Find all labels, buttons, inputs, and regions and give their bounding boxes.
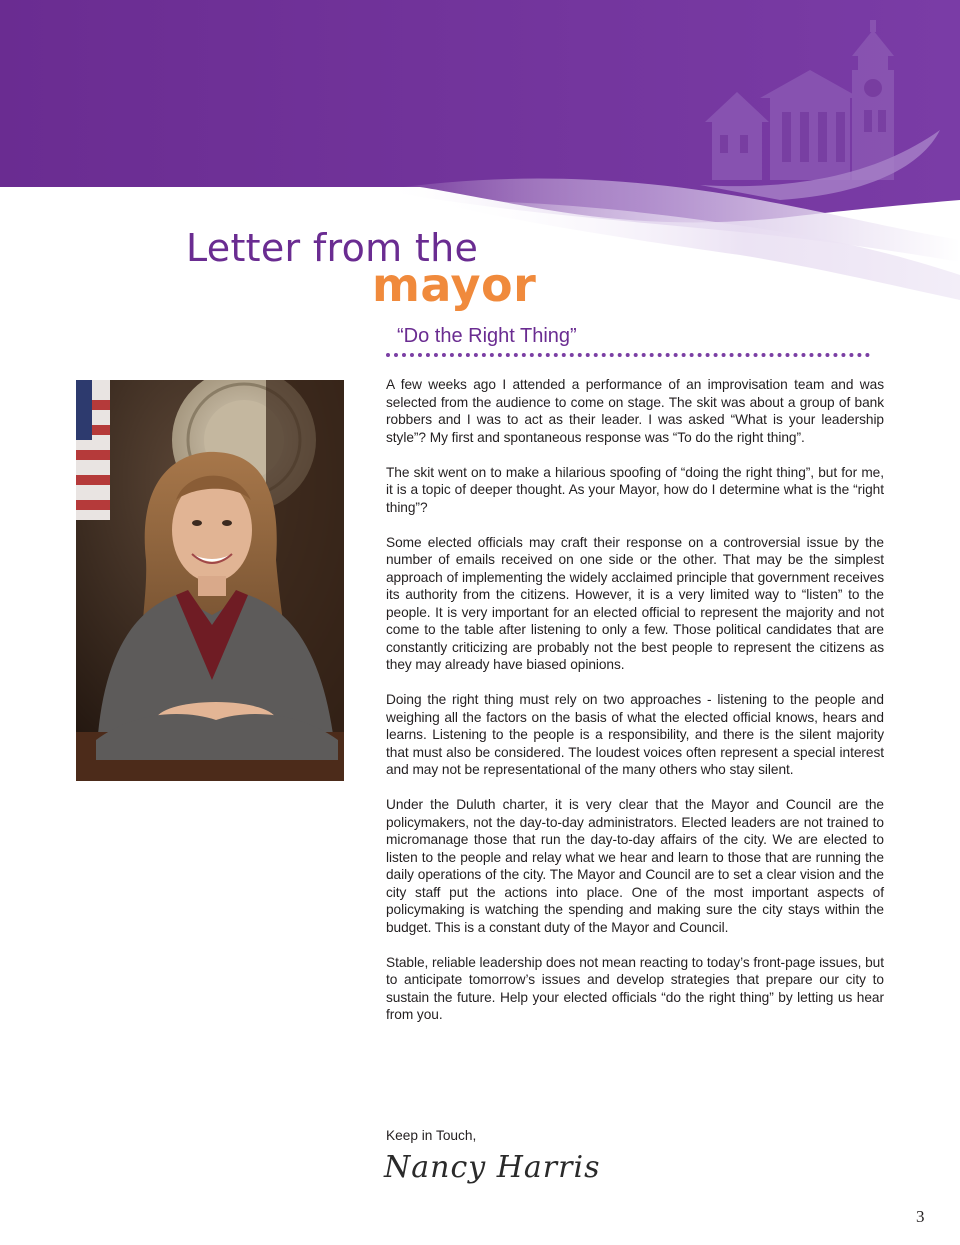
letter-subtitle: “Do the Right Thing” bbox=[397, 325, 577, 347]
page-title-line2: mayor bbox=[372, 258, 537, 312]
letter-paragraph: The skit went on to make a hilarious spoofing of “doing the right thing”, but for me, it is a topic of deeper thought. As your Mayor, how do I determine what is the “right thing”? bbox=[386, 464, 884, 515]
mayor-portrait-illustration bbox=[76, 380, 344, 781]
letter-body bbox=[386, 376, 884, 1041]
letter-paragraph: Doing the right thing must rely on two approaches - listening to the people and weighing all the factors on the basis of what the elected official knows, hears and learns. Listening to the people is a responsibility, and there is the silent majority that must also be considered. The loudest voices often represent a special interest and may not be representational of the many others who stay silent. bbox=[386, 692, 884, 777]
page-title-line1: Letter from the bbox=[186, 226, 479, 270]
letter-paragraph: Stable, reliable leadership does not mean reacting to today’s front-page issues, but to anticipate tomorrow’s issues and develop strategies that prepare our city to sustain the future. Help your elected officials “do the right thing” by letting us hear from you. bbox=[386, 954, 884, 1022]
page-number: 3 bbox=[916, 1207, 925, 1226]
dotted-divider bbox=[386, 353, 870, 357]
mayor-portrait bbox=[76, 380, 344, 781]
flag-icon bbox=[76, 380, 110, 520]
letter-closing: Keep in Touch, bbox=[386, 1128, 477, 1143]
signature: Nancy Harris bbox=[384, 1150, 601, 1185]
letter-paragraph: Some elected officials may craft their response on a controversial issue by the number of emails received on one side or the other. That may be the simplest approach of implementing the widely acclaimed principle that government receives its authority from the citizens. However, it is a very limited way to “listen” to the people. It is very important for an elected official to represent the majority and not come to the table after listening to only a few. Those political candidates that are constantly criticizing are probably not the best people to represent the citizens as they may already have biased opinions. bbox=[386, 534, 884, 672]
letter-paragraph: Under the Duluth charter, it is very clear that the Mayor and Council are the policymakers, not the day-to-day administrators. Elected leaders are not trained to micromanage those that run the day-to-day affairs of the city. We are elected to listen to the people and relay what we hear and learn to those that are running the daily operations of the city. The Mayor and Council are to set a clear vision and the city staff put the actions into place. One of the most important aspects of policymaking is watching the spending and making sure the city stays within the budget. This is a constant duty of the Mayor and Council. bbox=[386, 797, 884, 935]
letter-paragraph: A few weeks ago I attended a performance of an improvisation team and was selected from the audience to come on stage. The skit was about a group of bank robbers and I was to act as their leader. I was asked “What is your leadership style”? My first and spontaneous response was “To do the right thing”. bbox=[386, 377, 884, 445]
